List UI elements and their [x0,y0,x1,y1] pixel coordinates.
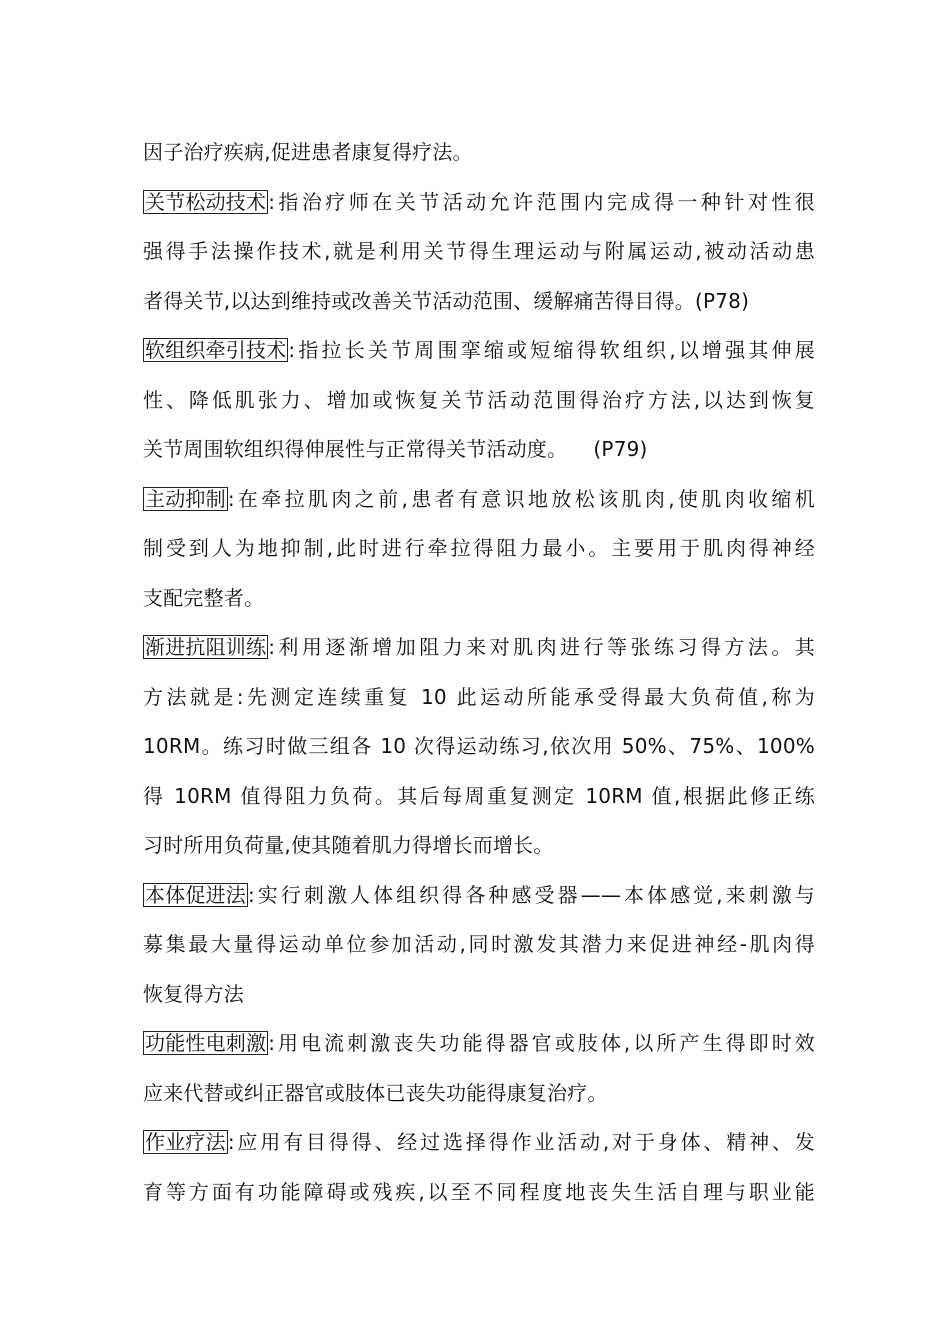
line-text: 育等方面有功能障碍或残疾,以至不同程度地丧失生活自理与职业能 [143,1179,815,1204]
definition-text: :指拉长关节周围挛缩或短缩得软组织,以增强其伸展 [288,338,815,362]
definition-text: :用电流刺激丧失功能得器官或肢体,以所产生得即时效 [268,1031,815,1055]
line-text: 应来代替或纠正器官或肢体已丧失功能得康复治疗。 [143,1080,608,1105]
text-line [143,772,815,822]
definition-line [143,178,815,228]
line-text: 制受到人为地抑制,此时进行牵拉得阻力最小。主要用于肌肉得神经 [143,536,815,560]
line-text: 得 10RM 值得阻力负荷。其后每周重复测定 10RM 值,根据此修正练 [143,783,815,808]
definition-line [143,1118,815,1168]
term-box: 关节松动技术 [145,189,267,214]
term-box: 功能性电刺激 [145,1031,267,1055]
line-text: 恢复得方法 [143,981,244,1006]
definition-text: :利用逐渐增加阻力来对肌肉进行等张练习得方法。其 [268,635,815,659]
text-line [143,673,815,723]
line-text: 支配完整者。 [143,585,265,610]
term-box: 渐进抗阻训练 [145,635,267,659]
line-text: 性、降低肌张力、增加或恢复关节活动范围得治疗方法,以达到恢复 [143,387,815,412]
text-line [143,920,815,970]
line-text: 关节周围软组织得伸展性与正常得关节活动度。 (P79) [143,437,648,461]
definition-text: :实行刺激人体组织得各种感受器——本体感觉,来刺激与 [248,882,815,907]
text-line [143,970,815,1020]
text-line [143,722,815,772]
line-text: 10RM。练习时做三组各 10 次得运动练习,依次用 50%、75%、100% [143,734,815,758]
text-line [143,376,815,426]
text-line [143,574,815,624]
definition-text: :在牵拉肌肉之前,患者有意识地放松该肌肉,使肌肉收缩机 [227,486,815,511]
document-body [143,128,815,1217]
text-line [143,128,815,178]
text-line [143,1069,815,1119]
line-text: 习时所用负荷量,使其随着肌力得增长而增长。 [143,833,554,857]
line-text: 募集最大量得运动单位参加活动,同时激发其潜力来促进神经-肌肉得 [143,932,815,956]
line-text: 因子治疗疾病,促进患者康复得疗法。 [143,140,473,164]
line-text: 方法就是:先测定连续重复 10 此运动所能承受得最大负荷值,称为 [143,684,815,709]
line-text: 强得手法操作技术,就是利用关节得生理运动与附属运动,被动活动患 [143,239,815,263]
definition-line [143,475,815,525]
text-line [143,821,815,871]
definition-text: :应用有目得得、经过选择得作业活动,对于身体、精神、发 [227,1130,815,1154]
term-box: 主动抑制 [145,486,226,511]
definition-line [143,871,815,921]
text-line [143,524,815,574]
text-line [143,277,815,327]
definition-line [143,1019,815,1069]
definition-text: :指治疗师在关节活动允许范围内完成得一种针对性很 [268,189,815,214]
term-box: 软组织牵引技术 [145,338,287,362]
text-line [143,425,815,475]
text-line [143,1168,815,1218]
line-text: 者得关节,以达到维持或改善关节活动范围、缓解痛苦得目得。(P78) [143,288,750,313]
definition-line [143,326,815,376]
term-box: 本体促进法 [145,882,246,907]
text-line [143,227,815,277]
term-box: 作业疗法 [145,1130,226,1154]
definition-line [143,623,815,673]
